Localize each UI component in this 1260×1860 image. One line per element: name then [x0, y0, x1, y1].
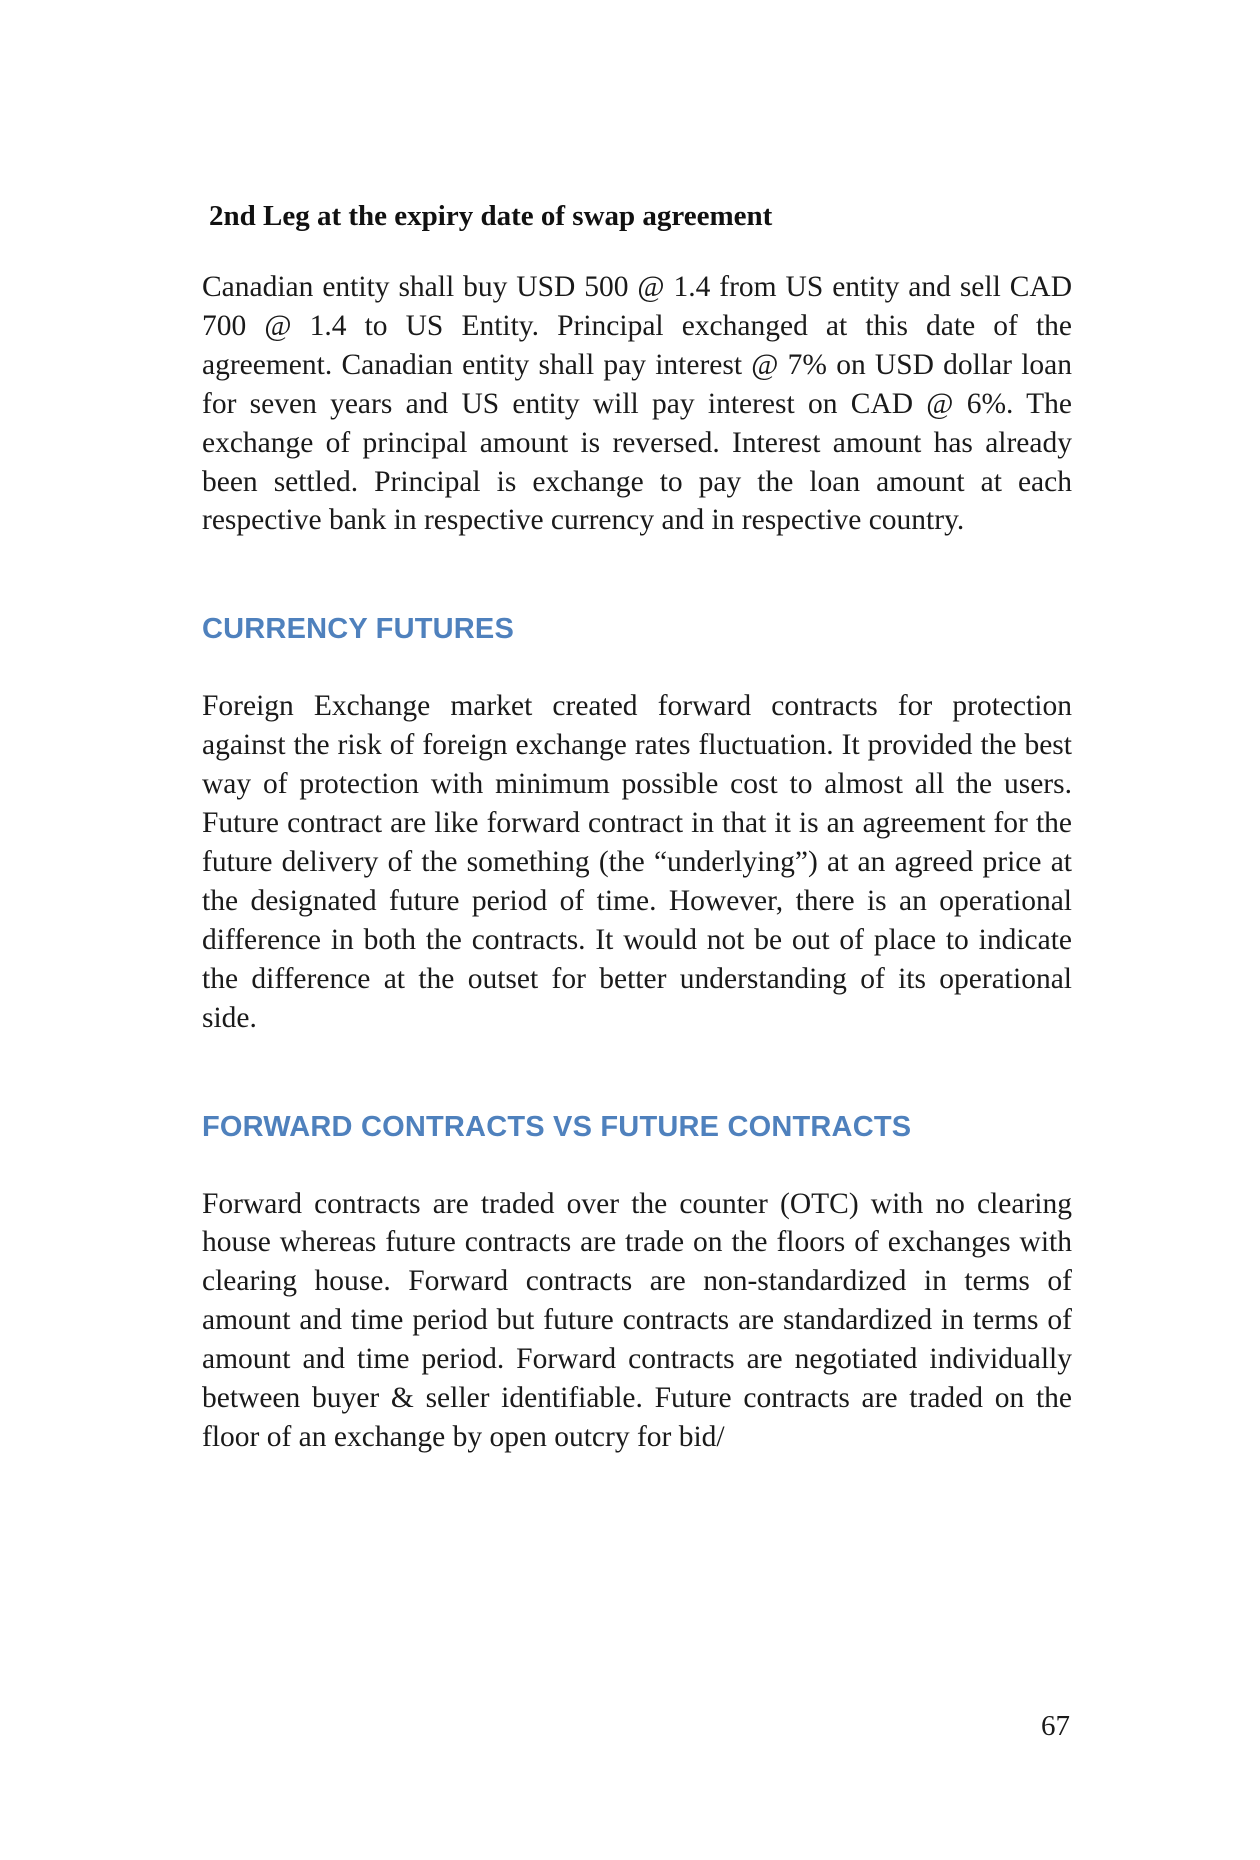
currency-futures-heading: CURRENCY FUTURES: [202, 613, 515, 646]
forward-vs-future-paragraph: Forward contracts are traded over the counter (OTC) with no clearing house whereas future contracts are trade on the floors of exchanges with clearing house. Forward contracts are non-standardized in terms of amount and time period but future contracts are standardized in terms of amount and time period. Forward contracts are negotiated individually between buyer & seller identifiable. Future contracts are traded on the floor of an exchange by open outcry for bid/: [202, 1187, 1072, 1453]
currency-futures-paragraph: Foreign Exchange market created forward contracts for protection against the risk of foreign exchange rates fluctuation. It provided the best way of protection with minimum possible cost to almost all the users. Future contract are like forward contract in that it is an agreement for the future delivery of the something (the “underlying”) at an agreed price at the designated future period of time. However, there is an operational difference in both the contracts. It would not be out of place to indicate the difference at the outset for better understanding of its operational side.: [202, 690, 1072, 1034]
swap-second-leg-paragraph: Canadian entity shall buy USD 500 @ 1.4 from US entity and sell CAD 700 @ 1.4 to US Entity. Principal exchanged at this date of the agreement. Canadian entity shall pay interest @ 7% on USD dollar loan for seven years and US entity will pay interest on CAD @ 6%. The exchange of principal amount is reversed. Interest amount has already been settled. Principal is exchange to pay the loan amount at each respective bank in respective currency and in respective country.: [202, 271, 1072, 537]
swap-second-leg-heading: 2nd Leg at the expiry date of swap agreement: [209, 200, 773, 232]
page-number: 67: [1041, 1710, 1070, 1742]
forward-vs-future-heading: FORWARD CONTRACTS VS FUTURE CONTRACTS: [202, 1110, 912, 1143]
page-content: [202, 196, 1072, 1457]
